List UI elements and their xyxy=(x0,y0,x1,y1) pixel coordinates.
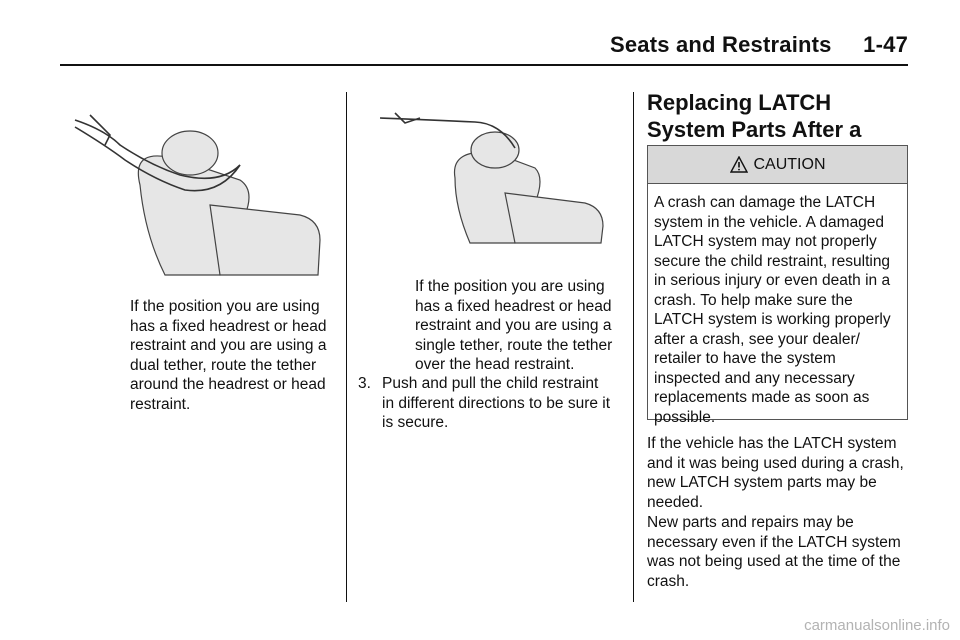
single-tether-seat-illustration xyxy=(375,108,615,248)
left-column xyxy=(130,297,330,414)
right-paragraph-2 xyxy=(647,513,912,591)
middle-caption: If the position you are using has a fixed headrest or head restraint and you are using a single tether, route the tether over the head restraint. xyxy=(415,278,613,373)
paragraph-latch-used: If the vehicle has the LATCH system and it was being used during a crash, new LATCH system parts may be needed. xyxy=(647,435,904,511)
left-caption: If the position you are using has a fixed headrest or head restraint and you are using a dual tether, route the tether around the headrest or head restraint. xyxy=(130,298,327,413)
middle-step-3 xyxy=(358,374,620,433)
page-title: Seats and Restraints 1-47 xyxy=(609,32,908,57)
warning-triangle-icon xyxy=(730,156,748,174)
step-text: Push and pull the child restraint in different directions to be sure it is secure. xyxy=(382,375,611,431)
section-heading: Replacing LATCH System Parts After a xyxy=(647,90,862,142)
step-number: 3. xyxy=(358,375,371,392)
dual-tether-seat-illustration xyxy=(70,105,330,280)
caution-label: CAUTION xyxy=(753,155,826,173)
column-divider-2 xyxy=(633,92,634,602)
caution-body: A crash can damage the LATCH system in the vehicle. A damaged LATCH system may not properly secure the child restraint, resulting in serious injury or even death in a crash. To help make sure the LATCH system is working properly after a crash, see your dealer/ retailer to have the system inspected and any necessary replacements made as soon as possible. xyxy=(654,194,891,426)
middle-column-caption-block xyxy=(415,277,617,375)
right-paragraph-1 xyxy=(647,434,912,512)
watermark: carmanualsonline.info xyxy=(804,617,950,634)
paragraph-latch-not-used: New parts and repairs may be necessary even if the LATCH system was not being used at the time of the crash. xyxy=(647,514,901,590)
caution-box xyxy=(647,145,908,426)
column-divider-1 xyxy=(346,92,347,602)
page-header xyxy=(60,30,908,66)
caution-header xyxy=(648,146,907,184)
